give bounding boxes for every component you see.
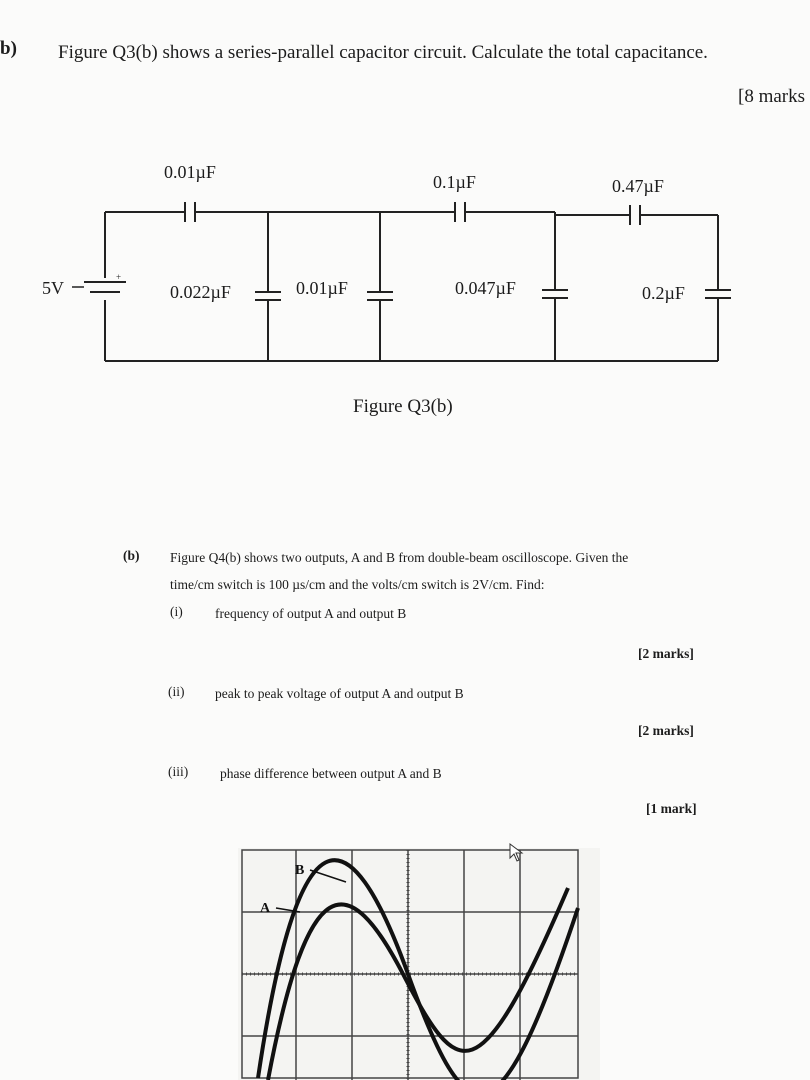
q4-item-1-number: (i) [170,604,183,619]
figure-caption: Figure Q3(b) [353,396,453,417]
q3-marks: [8 marks [738,86,806,107]
trace-b-label: B [295,863,305,878]
q4-item-1-marks: [2 marks] [638,646,694,661]
cap-top-3-label: 0.47µF [612,176,664,196]
q4-item-3-number: (iii) [168,764,189,779]
q4-statement-line1: Figure Q4(b) shows two outputs, A and B from double-beam oscilloscope. Given the [170,550,629,565]
oscilloscope-display [238,848,600,1080]
cap-top-2-label: 0.1µF [433,172,476,192]
q4-item-2-marks: [2 marks] [638,723,694,738]
svg-text:+: + [116,272,122,282]
q4-item-2-number: (ii) [168,684,185,699]
q4-item-1-text: frequency of output A and output B [215,606,407,621]
voltage-source-symbol [72,282,126,292]
cap-top-1-label: 0.01µF [164,162,216,182]
cap-shunt-2-label: 0.01µF [296,278,348,298]
source-voltage-label: 5V [42,278,64,298]
trace-a-label: A [260,901,271,916]
q4-item-2-text: peak to peak voltage of output A and output B [215,686,464,701]
q4-item-3-marks: [1 mark] [646,801,697,816]
q4-item-3-text: phase difference between output A and B [220,766,442,781]
cap-shunt-4-label: 0.2µF [642,283,685,303]
series-capacitor-symbols [185,202,640,225]
cap-shunt-3-label: 0.047µF [455,278,516,298]
capacitor-circuit-diagram [0,150,810,380]
cap-shunt-1-label: 0.022µF [170,282,231,302]
q3-part-label: b) [0,38,17,59]
mouse-cursor-icon [508,842,526,864]
q3-statement: Figure Q3(b) shows a series-parallel capacitor circuit. Calculate the total capacitance. [58,42,708,63]
q4-part-label: (b) [123,548,140,563]
q4-statement-line2: time/cm switch is 100 µs/cm and the volts/cm switch is 2V/cm. Find: [170,577,545,592]
